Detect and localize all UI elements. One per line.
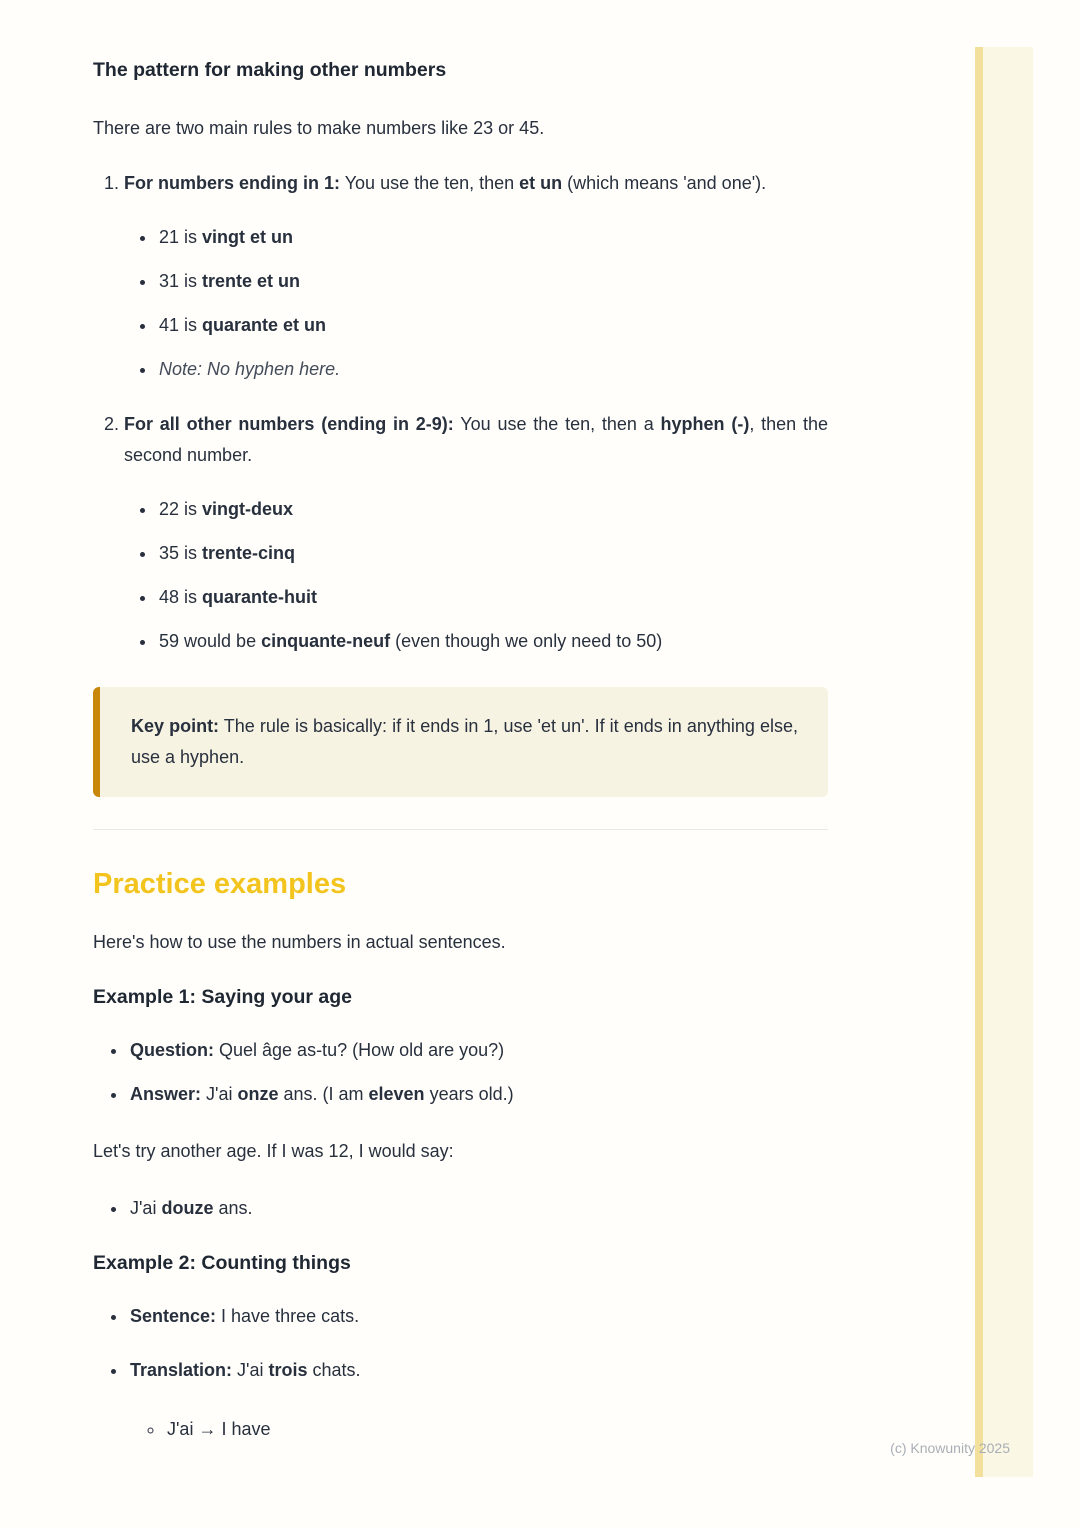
rules-ordered-list <box>93 168 828 657</box>
copyright-watermark: (c) Knowunity 2025 <box>890 1440 1010 1456</box>
list-item: • 59 would be cinquante-neuf (even though we only need to 50) <box>157 626 828 657</box>
section-heading-pattern: The pattern for making other numbers <box>93 59 447 81</box>
list-item: ◦ J'ai → I have <box>165 1414 828 1445</box>
list-item: • Note: No hyphen here. <box>157 354 828 385</box>
highlight-strip <box>975 47 1033 1477</box>
document-content <box>93 0 828 1445</box>
example-2-list <box>93 1301 828 1445</box>
rule-2-text: 2. For all other numbers (ending in 2-9): You use the ten, then a hyphen (-), then the second number. <box>124 414 828 466</box>
pattern-intro-paragraph: There are two main rules to make numbers like 23 or 45. <box>93 118 545 139</box>
section-divider <box>93 829 828 830</box>
list-item: • Sentence: I have three cats. <box>128 1301 828 1332</box>
translation-text: Translation: J'ai trois chats. <box>130 1360 361 1381</box>
rule-2-examples-list <box>124 494 828 657</box>
key-point-callout <box>93 687 828 797</box>
example-1-heading: Example 1: Saying your age <box>93 986 353 1009</box>
list-item <box>128 1355 828 1445</box>
key-point-text: Key point: The rule is basically: if it ends in 1, use 'et un'. If it ends in anything else, use a hyphen. <box>131 716 798 768</box>
example-2-heading: Example 2: Counting things <box>93 1252 351 1275</box>
rule-item-2 <box>124 409 828 657</box>
rule-item-1 <box>124 168 828 385</box>
list-item: • 35 is trente-cinq <box>157 538 828 569</box>
list-item: • Answer: J'ai onze ans. (I am eleven years old.) <box>128 1079 828 1110</box>
another-age-paragraph: Let's try another age. If I was 12, I would say: <box>93 1141 454 1162</box>
example-1-list <box>93 1035 828 1110</box>
rule-1-examples-list <box>124 222 828 385</box>
list-item: • 22 is vingt-deux <box>157 494 828 525</box>
practice-examples-heading: Practice examples <box>93 868 347 901</box>
list-item: • Question: Quel âge as-tu? (How old are you?) <box>128 1035 828 1066</box>
list-item: • 41 is quarante et un <box>157 310 828 341</box>
translation-breakdown-list <box>130 1414 828 1445</box>
another-age-list <box>93 1193 828 1224</box>
list-item: • 48 is quarante-huit <box>157 582 828 613</box>
list-item: • 31 is trente et un <box>157 266 828 297</box>
practice-intro-paragraph: Here's how to use the numbers in actual sentences. <box>93 932 506 953</box>
list-item: • 21 is vingt et un <box>157 222 828 253</box>
list-item: • J'ai douze ans. <box>128 1193 828 1224</box>
rule-1-text: 1. For numbers ending in 1: You use the ten, then et un (which means 'and one'). <box>124 173 767 194</box>
